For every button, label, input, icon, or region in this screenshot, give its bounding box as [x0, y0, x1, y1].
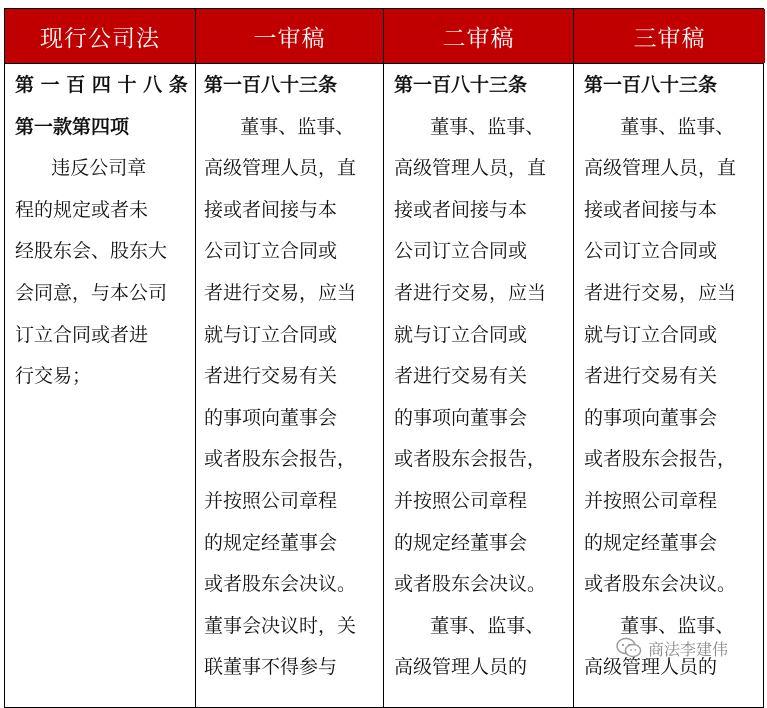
column-third-draft: [584, 65, 762, 689]
text-line: 公司订立合同或: [394, 240, 528, 263]
text-line: 就与订立合同或: [394, 323, 528, 346]
text-line: 者进行交易，应当: [204, 281, 357, 304]
column-first-draft: [204, 65, 382, 689]
text-line: 经股东会、股东大: [15, 240, 168, 263]
text-line: 接或者间接与本: [204, 198, 338, 221]
article-heading: 第一百八十三条: [394, 74, 528, 96]
text-line: 或者股东会报告，: [584, 448, 737, 471]
column-second-draft: [394, 65, 572, 689]
header-first-draft: 一审稿: [196, 9, 383, 63]
text-line: 接或者间接与本: [394, 198, 528, 221]
text-line: 接或者间接与本: [584, 198, 718, 221]
text-line: 并按照公司章程: [584, 489, 718, 512]
text-line: 的规定经董事会: [584, 531, 718, 554]
column-divider: [383, 9, 384, 707]
watermark-text: 商法李建伟: [648, 639, 729, 659]
article-heading: 第一百八十三条: [584, 74, 718, 96]
text-line: 公司订立合同或: [584, 240, 718, 263]
text-line: 违反公司章: [15, 157, 147, 180]
text-line: 或者股东会决议。: [204, 573, 357, 596]
column-divider: [573, 9, 574, 707]
text-line: 或者股东会报告，: [204, 448, 357, 471]
text-line: 或者股东会决议。: [394, 573, 547, 596]
text-line: 并按照公司章程: [204, 489, 338, 512]
text-line: 者进行交易有关: [204, 365, 338, 388]
header-second-draft: 二审稿: [384, 9, 573, 63]
text-line: 高级管理人员，直: [394, 157, 547, 180]
text-line: 的事项向董事会: [584, 406, 718, 429]
text-line: 会同意，与本公司: [15, 281, 168, 304]
text-line: 董事、监事、: [204, 115, 355, 138]
text-line: 公司订立合同或: [204, 240, 338, 263]
text-line: 订立合同或者进: [15, 323, 149, 346]
text-line: 者进行交易有关: [584, 365, 718, 388]
text-line: 高级管理人员，直: [584, 157, 737, 180]
text-line: 行交易；: [15, 365, 92, 388]
text-line: 程的规定或者未: [15, 198, 149, 221]
text-line: 高级管理人员的: [584, 656, 718, 679]
text-line: 董事、监事、: [584, 614, 735, 637]
text-line: 就与订立合同或: [584, 323, 718, 346]
text-line: 的规定经董事会: [394, 531, 528, 554]
article-heading: 第一款第四项: [15, 115, 130, 138]
text-line: 就与订立合同或: [204, 323, 338, 346]
article-heading: 第 一 百 四 十 八 条: [15, 74, 188, 96]
text-line: 高级管理人员，直: [204, 157, 357, 180]
text-line: 联董事不得参与: [204, 656, 338, 679]
column-current-law: [15, 65, 193, 398]
text-line: 者进行交易，应当: [394, 281, 547, 304]
text-line: 董事、监事、: [394, 115, 545, 138]
text-line: 的规定经董事会: [204, 531, 338, 554]
header-third-draft: 三审稿: [574, 9, 765, 63]
text-line: 者进行交易有关: [394, 365, 528, 388]
text-line: 高级管理人员的: [394, 656, 528, 679]
text-line: 董事、监事、: [394, 614, 545, 637]
text-line: 的事项向董事会: [394, 406, 528, 429]
header-current-law: 现行公司法: [5, 9, 195, 63]
text-line: 或者股东会决议。: [584, 573, 737, 596]
text-line: 董事会决议时，关: [204, 614, 357, 637]
watermark: [616, 633, 728, 663]
article-heading: 第一百八十三条: [204, 74, 338, 96]
text-line: 者进行交易，应当: [584, 281, 737, 304]
header-divider: [5, 63, 763, 64]
text-line: 董事、监事、: [584, 115, 735, 138]
comparison-table: [4, 8, 764, 708]
text-line: 或者股东会报告，: [394, 448, 547, 471]
text-line: 的事项向董事会: [204, 406, 338, 429]
column-divider: [195, 9, 196, 707]
text-line: 并按照公司章程: [394, 489, 528, 512]
wechat-icon: [616, 637, 642, 659]
